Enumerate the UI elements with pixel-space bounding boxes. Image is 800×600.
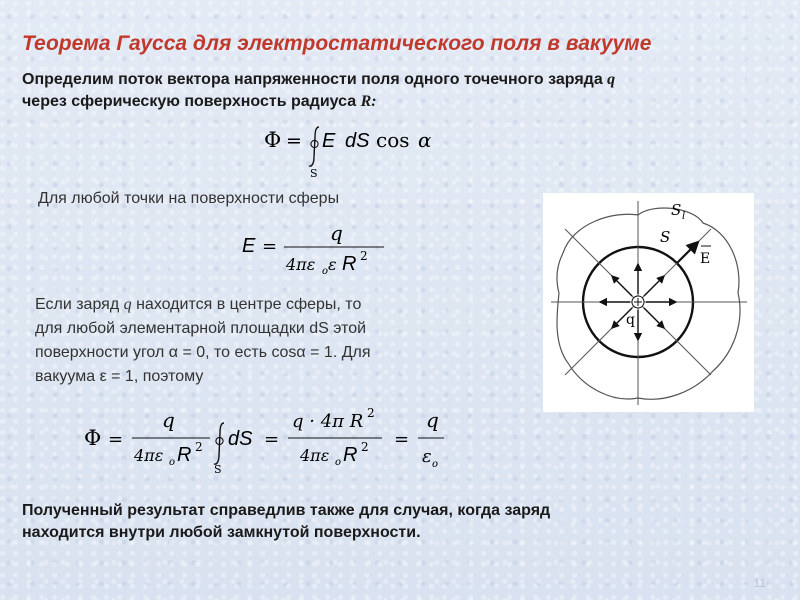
- para-var-q: q: [123, 296, 132, 313]
- para-line3: поверхности угол α = 0, то есть cosα = 1. Для: [35, 344, 371, 361]
- center-paragraph: [35, 293, 475, 389]
- intro-var-q: q: [607, 71, 616, 88]
- surface-s1: [557, 208, 740, 399]
- page-number: 11: [753, 576, 766, 590]
- denominator-r: R: [342, 253, 357, 275]
- ds-symbol: dS: [228, 428, 253, 450]
- para-line1-pre: Если заряд: [35, 296, 120, 313]
- conclusion-line2: находится внутри любой замкнутой поверхности.: [22, 524, 421, 541]
- result-formula-svg: [82, 407, 462, 475]
- frac3-numerator: q: [426, 408, 439, 432]
- frac2-denominator: 4πε: [300, 446, 330, 465]
- frac2-numerator: q · 4π R: [292, 411, 364, 432]
- phi-symbol: Φ: [264, 128, 282, 152]
- frac1-den-pow: 2: [195, 440, 203, 454]
- denominator-4pieps: 4πε: [286, 255, 316, 274]
- field-arrows: [600, 242, 698, 340]
- para-line4: вакуума ε = 1, поэтому: [35, 368, 204, 385]
- ds-symbol: dS: [345, 130, 370, 152]
- equals-sign-2: =: [264, 429, 280, 450]
- equals-sign-3: =: [394, 429, 410, 450]
- integral-subscript: S: [310, 167, 318, 180]
- e-lhs: E: [242, 235, 256, 257]
- para-line1-post: находится в центре сферы, то: [136, 296, 362, 313]
- intro-text: [22, 69, 782, 113]
- field-formula-svg: [240, 222, 400, 282]
- equals-sign: =: [262, 236, 278, 257]
- label-s1-sub: l: [682, 211, 686, 222]
- frac3-den-sub: o: [432, 459, 439, 470]
- label-s: S: [660, 228, 671, 246]
- cos-symbol: cos: [376, 128, 410, 152]
- field-formula: [240, 222, 400, 287]
- intro-var-r: R:: [360, 93, 377, 110]
- e-symbol: E: [322, 130, 336, 152]
- equals-sign: =: [286, 130, 302, 152]
- denominator-sub: o: [322, 266, 329, 277]
- integral-subscript: S: [214, 463, 222, 475]
- denominator-power: 2: [360, 249, 368, 263]
- intro-line2: через сферическую поверхность радиуса: [22, 93, 357, 110]
- any-point-text: Для любой точки на поверхности сферы: [38, 190, 340, 207]
- frac1-den-sub: o: [169, 457, 176, 468]
- equals-sign-1: =: [108, 429, 124, 450]
- frac1-den-r: R: [177, 444, 192, 466]
- flux-formula-svg: [262, 117, 472, 183]
- label-e: E: [700, 251, 711, 267]
- conclusion-line1: Полученный результат справедлив также для случая, когда заряд: [22, 502, 551, 519]
- slide-title: Теорема Гаусса для электростатического поля в вакууме: [22, 32, 652, 55]
- frac3-denominator: ε: [422, 446, 432, 467]
- label-q: q: [626, 312, 635, 328]
- flux-formula: [262, 117, 472, 188]
- gauss-sphere-figure: [543, 193, 754, 412]
- frac2-den-pow: 2: [361, 440, 369, 454]
- frac2-den-sub: o: [335, 457, 342, 468]
- intro-line1: Определим поток вектора напряженности поля одного точечного заряда: [22, 71, 603, 88]
- frac1-denominator: 4πε: [134, 446, 164, 465]
- label-s1: S: [671, 201, 682, 219]
- para-line2: для любой элементарной площадки dS этой: [35, 320, 367, 337]
- conclusion-text: [22, 500, 782, 544]
- frac2-num-pow: 2: [367, 407, 375, 420]
- phi-symbol: Φ: [84, 426, 102, 450]
- frac1-numerator: q: [162, 408, 175, 432]
- denominator-eps: ε: [328, 255, 337, 274]
- frac2-den-r: R: [343, 444, 358, 466]
- alpha-symbol: α: [418, 128, 432, 152]
- figure-svg: [543, 193, 754, 412]
- result-formula: [82, 407, 462, 480]
- numerator-q: q: [330, 222, 343, 245]
